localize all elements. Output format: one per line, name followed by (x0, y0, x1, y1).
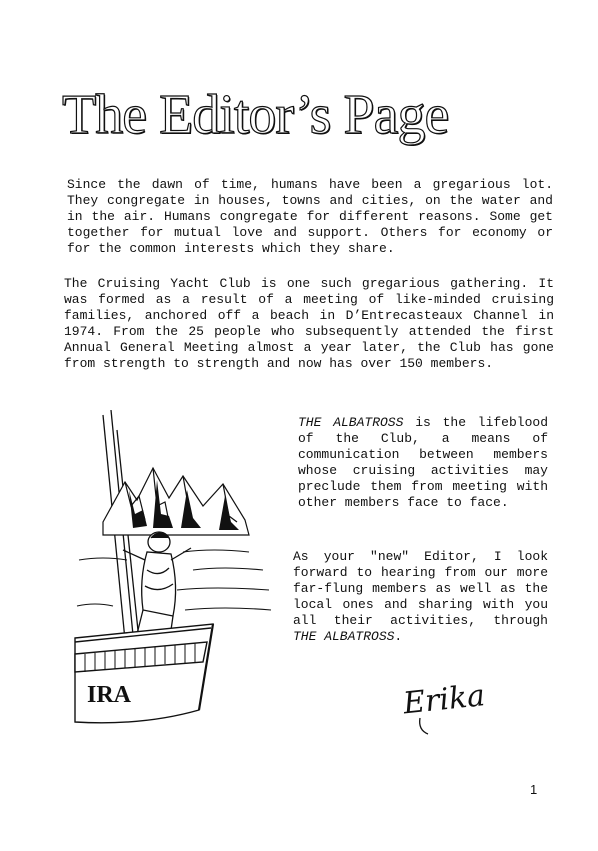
mountains (103, 468, 249, 535)
paragraph-gregarious: Since the dawn of time, humans have been a gregarious lot. They congregate in houses, towns and cities, on the water and in the air. Humans congregate for different reasons. Some get together for mutual love and support. Others for economy or for the common interests which they share. (67, 177, 553, 256)
paragraph-albatross (298, 415, 548, 511)
signature-flourish (420, 718, 428, 734)
sailing-illustration (73, 410, 273, 730)
signature-text: Erika (401, 678, 487, 722)
paragraph-club-history: The Cruising Yacht Club is one such gregarious gathering. It was formed as a result of a meeting of like-minded cruising families, anchored off a beach in D’Entrecasteaux Channel in 1974. From the 25 people who subsequently attended the first Annual General Meeting almost a year later, the Club has gone from strength to strength and now has over 150 members. (64, 276, 554, 371)
publication-name: THE ALBATROSS (298, 415, 404, 430)
boat-name: IRA (87, 682, 132, 708)
editor-signature (398, 668, 498, 738)
publication-name: THE ALBATROSS (293, 629, 395, 644)
page-number: 1 (530, 782, 538, 797)
page-title: The Editor’s Page (62, 84, 449, 146)
paragraph-new-editor (293, 549, 548, 645)
paragraph-new-editor-text: As your "new" Editor, I look forward to hearing from our more far-flung members as well as the local ones and sharing with you all their activities, through (293, 549, 548, 628)
paragraph-albatross-text: is the lifeblood of the Club, a means of communication between members whose cruising activities may preclude them from meeting with other members face to face. (298, 415, 548, 510)
paragraph-new-editor-end: . (394, 629, 403, 644)
